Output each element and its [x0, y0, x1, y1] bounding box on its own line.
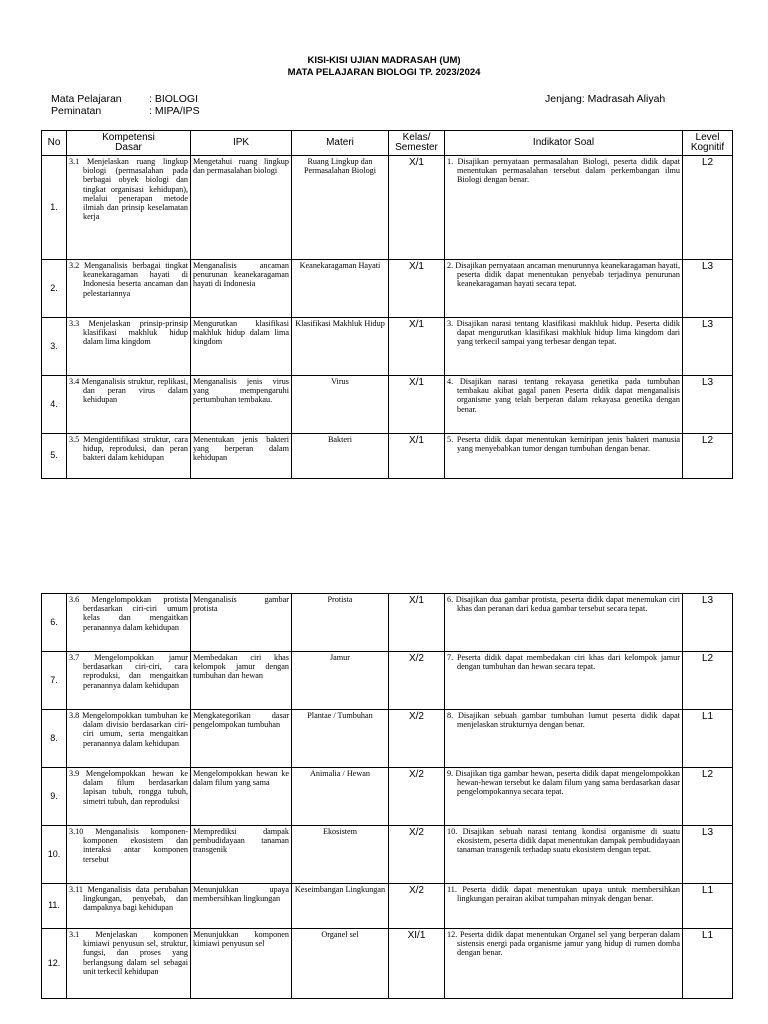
indikator-soal-cell: 7. Peserta didik dapat membedakan ciri khas dari kelompok jamur dengan tumbuhan dan hewan secara tepat.	[445, 652, 683, 710]
row-number: 12.	[42, 929, 67, 999]
ipk-cell: Mengkategorikan dasar pengelompokan tumbuhan	[191, 710, 292, 768]
materi-cell: Klasifikasi Makhluk Hidup	[292, 318, 389, 376]
table-row	[42, 260, 733, 318]
ipk-cell: Membedakan ciri khas kelompok jamur dengan tumbuhan dan hewan	[191, 652, 292, 710]
kompetensi-dasar-cell: 3.1 Menjelaskan komponen kimiawi penyusun sel, struktur, fungsi, dan proses yang berlangsung dalam sel sebagai unit terkecil kehidupan	[67, 929, 191, 999]
ipk-cell: Mengelompokkan hewan ke dalam filum yang sama	[191, 768, 292, 826]
kelas-semester-cell: X/2	[389, 884, 445, 929]
kelas-semester-cell: X/1	[389, 156, 445, 260]
row-number: 10.	[42, 826, 67, 884]
indikator-soal-cell: 8. Disajikan sebuah gambar tumbuhan lumut peserta didik dapat menjelaskan strukturnya dengan benar.	[445, 710, 683, 768]
level-kognitif-cell: L2	[683, 768, 733, 826]
table-header-row	[42, 131, 733, 156]
ipk-cell: Menunjukkan komponen kimiawi penyusun sel	[191, 929, 292, 999]
kelas-semester-cell: X/2	[389, 652, 445, 710]
col-header-ipk: IPK	[191, 131, 292, 156]
indikator-soal-cell: 1. Disajikan pernyataan permasalahan Biologi, peserta didik dapat menentukan permasalahan tersebut dalam perkembangan ilmu Biologi dengan benar.	[445, 156, 683, 260]
mapel-value: : BIOLOGI	[149, 93, 199, 105]
table-row	[42, 710, 733, 768]
kisi-kisi-table-page1	[41, 130, 733, 479]
jenjang-text: Jenjang: Madrasah Aliyah	[545, 93, 666, 105]
kelas-semester-cell: X/1	[389, 318, 445, 376]
kelas-semester-cell: X/1	[389, 594, 445, 652]
level-kognitif-cell: L2	[683, 652, 733, 710]
materi-cell: Ruang Lingkup dan Permasalahan Biologi	[292, 156, 389, 260]
kompetensi-dasar-cell: 3.1 Menjelaskan ruang lingkup biologi (permasalahan pada berbagai obyek biologi dan tingkat organisasi kehidupan), melalui penerapan metode ilmiah dan prinsip keselamatan kerja	[67, 156, 191, 260]
indikator-soal-cell: 6. Disajikan dua gambar protista, peserta didik dapat menemukan ciri khas dan peranan dari kedua gambar tersebut secara tepat.	[445, 594, 683, 652]
table-row	[42, 884, 733, 929]
ipk-cell: Menganalisis jenis virus yang mempengaruhi pertumbuhan tembakau.	[191, 376, 292, 434]
table-row	[42, 318, 733, 376]
level-kognitif-cell: L2	[683, 434, 733, 479]
materi-cell: Keseimbangan Lingkungan	[292, 884, 389, 929]
table-row	[42, 156, 733, 260]
materi-cell: Jamur	[292, 652, 389, 710]
materi-cell: Keanekaragaman Hayati	[292, 260, 389, 318]
row-number: 4.	[42, 376, 67, 434]
table-row	[42, 929, 733, 999]
col-header-kelas-semester: Kelas/ Semester	[389, 131, 445, 156]
ipk-cell: Mengurutkan klasifikasi makhluk hidup dalam lima kingdom	[191, 318, 292, 376]
ipk-cell: Menganalisis ancaman penurunan keanekaragaman hayati di Indonesia	[191, 260, 292, 318]
table-row	[42, 652, 733, 710]
materi-cell: Organel sel	[292, 929, 389, 999]
kelas-semester-cell: XI/1	[389, 929, 445, 999]
indikator-soal-cell: 5. Peserta didik dapat menentukan kemiripan jenis bakteri manusia yang menyebabkan tumor dengan tumbuhan dengan benar.	[445, 434, 683, 479]
ipk-cell: Memprediksi dampak pembudidayaan tanaman transgenik	[191, 826, 292, 884]
col-header-kompetensi-dasar: Kompetensi Dasar	[67, 131, 191, 156]
ipk-cell: Menganalisis gambar protista	[191, 594, 292, 652]
mapel-label: Mata Pelajaran	[51, 93, 122, 105]
doc-title-line1: KISI-KISI UJIAN MADRASAH (UM)	[307, 55, 461, 66]
materi-cell: Plantae / Tumbuhan	[292, 710, 389, 768]
doc-title-line2: MATA PELAJARAN BIOLOGI TP. 2023/2024	[287, 67, 481, 78]
level-kognitif-cell: L1	[683, 929, 733, 999]
table-row	[42, 434, 733, 479]
kompetensi-dasar-cell: 3.9 Mengelompokkan hewan ke dalam filum berdasarkan lapisan tubuh, rongga tubuh, simetri tubuh, dan reproduksi	[67, 768, 191, 826]
ipk-cell: Menentukan jenis bakteri yang berperan dalam kehidupan	[191, 434, 292, 479]
table-row	[42, 826, 733, 884]
level-kognitif-cell: L1	[683, 884, 733, 929]
materi-cell: Bakteri	[292, 434, 389, 479]
kelas-semester-cell: X/2	[389, 710, 445, 768]
indikator-soal-cell: 9. Disajikan tiga gambar hewan, peserta didik dapat mengelompokkan hewan-hewan tersebut ke dalam filum yang sama berdasarkan dasar pengelompokannya secara tepat.	[445, 768, 683, 826]
level-kognitif-cell: L3	[683, 376, 733, 434]
kompetensi-dasar-cell: 3.2 Menganalisis berbagai tingkat keanekaragaman hayati di Indonesia beserta ancaman dan pelestariannya	[67, 260, 191, 318]
col-header-level-kognitif: Level Kognitif	[683, 131, 733, 156]
level-kognitif-cell: L3	[683, 594, 733, 652]
level-kognitif-cell: L3	[683, 260, 733, 318]
table-row	[42, 768, 733, 826]
col-header-no: No	[42, 131, 67, 156]
kompetensi-dasar-cell: 3.5 Mengidentifikasi struktur, cara hidup, reproduksi, dan peran bakteri dalam kehidupan	[67, 434, 191, 479]
indikator-soal-cell: 10. Disajikan sebuah narasi tentang kondisi organisme di suatu ekosistem, peserta didik dapat menentukan dampak pembudidayaan tanaman transgenik terhadap suatu ekosistem dengan tepat.	[445, 826, 683, 884]
row-number: 11.	[42, 884, 67, 929]
row-number: 3.	[42, 318, 67, 376]
kompetensi-dasar-cell: 3.8 Mengelompokkan tumbuhan ke dalam divisio berdasarkan ciri-ciri umum, serta mengaitkan peranannya dalam kehidupan	[67, 710, 191, 768]
indikator-soal-cell: 12. Peserta didik dapat menentukan Organel sel yang berperan dalam sistensis energi pada organisme jamur yang hidup di rumen domba dengan benar.	[445, 929, 683, 999]
kompetensi-dasar-cell: 3.3 Menjelaskan prinsip-prinsip klasifikasi makhluk hidup dalam lima kingdom	[67, 318, 191, 376]
level-kognitif-cell: L3	[683, 826, 733, 884]
kelas-semester-cell: X/1	[389, 434, 445, 479]
row-number: 7.	[42, 652, 67, 710]
indikator-soal-cell: 2. Disajikan pernyataan ancaman menurunnya keanekaragaman hayati, peserta didik dapat menentukan penyebab terjadinya penurunan keanekaragaman hayati secara tepat.	[445, 260, 683, 318]
ipk-cell: Mengetahui ruang lingkup dan permasalahan biologi	[191, 156, 292, 260]
materi-cell: Protista	[292, 594, 389, 652]
level-kognitif-cell: L2	[683, 156, 733, 260]
kompetensi-dasar-cell: 3.7 Mengelompokkan jamur berdasarkan ciri-ciri, cara reproduksi, dan mengaitkan peranannya dalam kehidupan	[67, 652, 191, 710]
col-header-materi: Materi	[292, 131, 389, 156]
level-kognitif-cell: L3	[683, 318, 733, 376]
ipk-cell: Menunjukkan upaya membersihkan lingkungan	[191, 884, 292, 929]
kompetensi-dasar-cell: 3.11 Menganalisis data perubahan lingkungan, penyebab, dan dampaknya bagi kehidupan	[67, 884, 191, 929]
kelas-semester-cell: X/1	[389, 260, 445, 318]
kelas-semester-cell: X/1	[389, 376, 445, 434]
kompetensi-dasar-cell: 3.6 Mengelompokkan protista berdasarkan ciri-ciri umum kelas dan mengaitkan peranannya dalam kehidupan	[67, 594, 191, 652]
kompetensi-dasar-cell: 3.10 Menganalisis komponen-komponen ekosistem dan interaksi antar komponen tersebut	[67, 826, 191, 884]
kelas-semester-cell: X/2	[389, 768, 445, 826]
row-number: 9.	[42, 768, 67, 826]
table-row	[42, 594, 733, 652]
row-number: 8.	[42, 710, 67, 768]
kompetensi-dasar-cell: 3.4 Menganalisis struktur, replikasi, dan peran virus dalam kehidupan	[67, 376, 191, 434]
row-number: 5.	[42, 434, 67, 479]
kisi-kisi-table-page2	[41, 593, 733, 999]
row-number: 2.	[42, 260, 67, 318]
row-number: 6.	[42, 594, 67, 652]
indikator-soal-cell: 3. Disajikan narasi tentang klasifikasi makhluk hidup. Peserta didik dapat mengurutkan klasifikasi makhluk hidup lima kingdom dari yang terkecil sampai yang terbesar dengan tepat.	[445, 318, 683, 376]
col-header-indikator-soal: Indikator Soal	[445, 131, 683, 156]
table-row	[42, 376, 733, 434]
level-kognitif-cell: L1	[683, 710, 733, 768]
peminatan-value: : MIPA/IPS	[149, 105, 200, 117]
indikator-soal-cell: 11. Peserta didik dapat menentukan upaya untuk membersihkan lingkungan perairan akibat tumpahan minyak dengan benar.	[445, 884, 683, 929]
materi-cell: Animalia / Hewan	[292, 768, 389, 826]
materi-cell: Virus	[292, 376, 389, 434]
indikator-soal-cell: 4. Disajikan narasi tentang rekayasa genetika pada tumbuhan tembakau akibat gagal panen Peserta didik dapat menganalisis organisme yang telah berperan dalam rekayasa genetika dengan benar.	[445, 376, 683, 434]
row-number: 1.	[42, 156, 67, 260]
kelas-semester-cell: X/2	[389, 826, 445, 884]
peminatan-label: Peminatan	[51, 105, 102, 117]
materi-cell: Ekosistem	[292, 826, 389, 884]
